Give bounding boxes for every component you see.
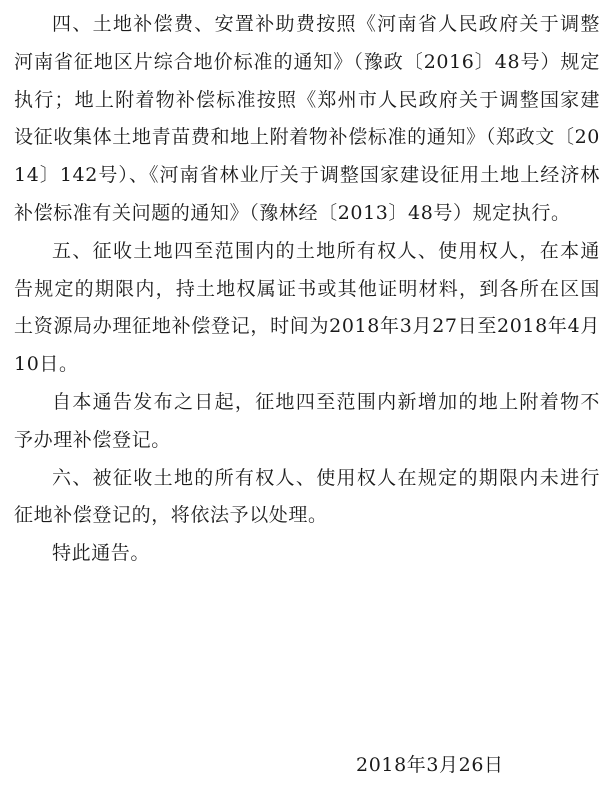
notice-body <box>14 6 600 573</box>
paragraph-registration-period: 五、征收土地四至范围内的土地所有权人、使用权人，在本通告规定的期限内，持土地权属证书或其他证明材料，到各所在区国土资源局办理征地补偿登记，时间为2018年3月27日至2018年4月10日。 <box>14 239 600 376</box>
paragraph-new-attachments: 自本通告发布之日起，征地四至范围内新增加的地上附着物不予办理补偿登记。 <box>14 390 600 451</box>
paragraph-penalty: 六、被征收土地的所有权人、使用权人在规定的期限内未进行征地补偿登记的，将依法予以处理。 <box>14 466 600 527</box>
closing-statement: 特此通告。 <box>52 542 151 565</box>
notice-date: 2018年3月26日 <box>356 754 504 776</box>
paragraph-compensation-standards: 四、土地补偿费、安置补助费按照《河南省人民政府关于调整河南省征地区片综合地价标准的通知》（豫政〔2016〕48号）规定执行；地上附着物补偿标准按照《郑州市人民政府关于调整国家建设征收集体土地青苗费和地上附着物补偿标准的通知》（郑政文〔2014〕142号）、《河南省林业厅关于调整国家建设征用土地上经济林补偿标准有关问题的通知》（豫林经〔2013〕48号）规定执行。 <box>14 13 600 224</box>
